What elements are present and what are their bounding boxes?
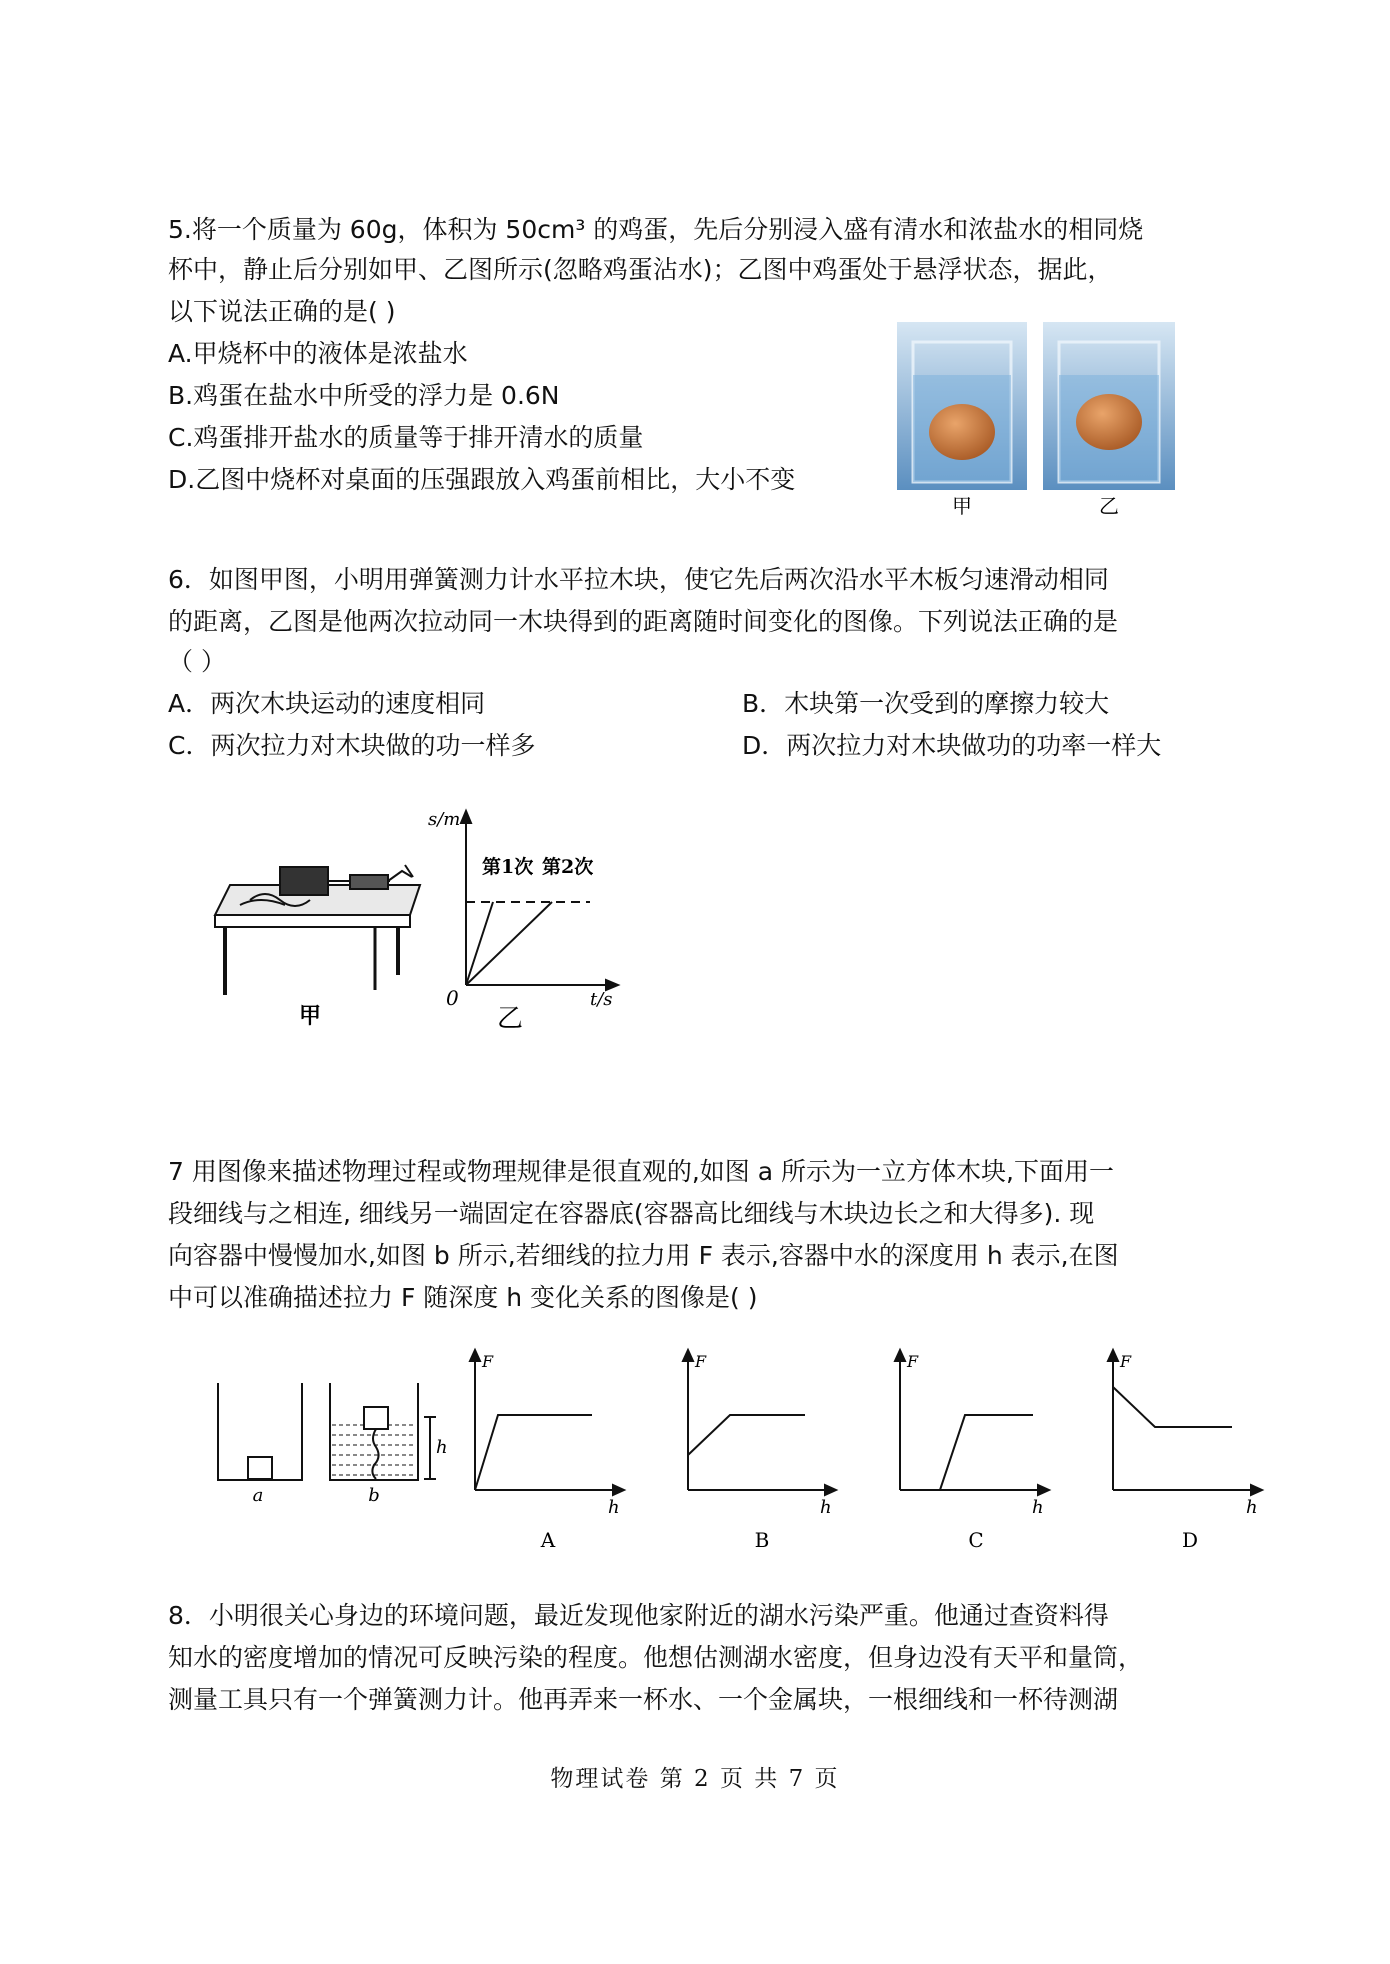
label-yi: 乙 [1099,494,1119,518]
q7-line-2: 段细线与之相连, 细线另一端固定在容器底(容器高比细线与木块边长之和大得多). 现 [168,1199,1095,1228]
graph-c-label: C [968,1528,984,1552]
string-b [372,1429,378,1479]
block-b [364,1407,388,1429]
q7-line-3: 向容器中慢慢加水,如图 b 所示,若细线的拉力用 F 表示,容器中水的深度用 h 表示,在图 [168,1241,1119,1270]
graph-b [683,1350,836,1495]
q5-line-2: 杯中，静止后分别如甲、乙图所示(忽略鸡蛋沾水)；乙图中鸡蛋处于悬浮状态，据此， [168,255,1113,284]
graph-b-label: B [754,1528,770,1552]
graph-d [1108,1350,1262,1495]
graph-d-label: D [1181,1528,1199,1552]
label-b: b [368,1485,380,1506]
q8-line-2: 知水的密度增加的情况可反映污染的程度。他想估测湖水密度，但身边没有天平和量筒， [168,1643,1144,1672]
graph-b-line [688,1415,805,1455]
s-axis-arrow [461,811,471,823]
block-a [248,1457,272,1479]
q6-line-2: 的距离，乙图是他两次拉动同一木块得到的距离随时间变化的图像。下列说法正确的是 [168,607,1119,636]
graph-a-y: F [482,1352,494,1371]
graph-c-line [900,1415,1033,1490]
page-footer: 物理试卷 第 2 页 共 7 页 [550,1766,840,1792]
q6-label-jia: 甲 [298,1003,322,1029]
graph-b-x: h [820,1497,832,1518]
q6-option-c: C．两次拉力对木块做的功一样多 [168,731,536,760]
graph-c [895,1350,1049,1495]
second-label: 第2次 [542,856,594,878]
table-with-block [215,865,420,995]
s-axis-label: s/m [428,809,461,830]
q6-line-3: （ ） [168,647,226,676]
q6-option-d: D．两次拉力对木块做功的功率一样大 [742,731,1162,760]
graph-d-x: h [1246,1497,1258,1518]
graph-c-y: F [907,1352,919,1371]
graph-b-y: F [695,1352,707,1371]
graph-a-x: h [608,1497,620,1518]
q7-figures [200,1345,1290,1560]
label-a: a [252,1485,264,1506]
q5-option-a: A.甲烧杯中的液体是浓盐水 [168,339,468,368]
q5-option-b: B.鸡蛋在盐水中所受的浮力是 0.6N [168,381,560,410]
q8-line-1: 8．小明很关心身边的环境问题，最近发现他家附近的湖水污染严重。他通过查资料得 [168,1601,1109,1630]
egg-suspended [1076,394,1142,450]
q5-line-3: 以下说法正确的是( ) [168,297,396,326]
graph-c-x: h [1032,1497,1044,1518]
graph-a [470,1350,624,1495]
graph-a-line [475,1415,592,1490]
q6-label-yi: 乙 [496,1004,524,1034]
egg-beakers-figure [895,320,1180,520]
t-axis-label: t/s [590,989,613,1010]
q8-line-3: 测量工具只有一个弹簧测力计。他再弄来一杯水、一个金属块，一根细线和一杯待测湖 [168,1685,1119,1714]
depth-label: h [436,1437,448,1458]
beaker-yi [1043,322,1175,490]
graph-d-line [1113,1387,1232,1427]
s-t-graph [461,811,618,990]
q7-line-1: 7 用图像来描述物理过程或物理规律是很直观的,如图 a 所示为一立方体木块,下面用一 [168,1157,1114,1186]
q5-option-c: C.鸡蛋排开盐水的质量等于排开清水的质量 [168,423,644,452]
graph-a-label: A [540,1528,556,1552]
label-jia: 甲 [952,494,972,518]
graph-d-y: F [1120,1352,1132,1371]
q5-option-d: D.乙图中烧杯对桌面的压强跟放入鸡蛋前相比，大小不变 [168,465,796,494]
q6-line-1: 6．如图甲图，小明用弹簧测力计水平拉木块，使它先后两次沿水平木板匀速滑动相同 [168,565,1109,594]
q6-option-b: B．木块第一次受到的摩擦力较大 [742,689,1110,718]
q5-line-1: 5.将一个质量为 60g，体积为 50cm³ 的鸡蛋，先后分别浸入盛有清水和浓盐水的相同烧 [168,215,1144,244]
container-a [218,1383,302,1480]
beaker-jia [897,322,1027,490]
q7-line-4: 中可以准确描述拉力 F 随深度 h 变化关系的图像是( ) [168,1283,758,1312]
origin-label: 0 [446,986,459,1010]
q6-option-a: A．两次木块运动的速度相同 [168,689,486,718]
first-label: 第1次 [482,856,534,878]
q6-figure [210,805,630,1035]
egg-sunk [929,404,995,460]
